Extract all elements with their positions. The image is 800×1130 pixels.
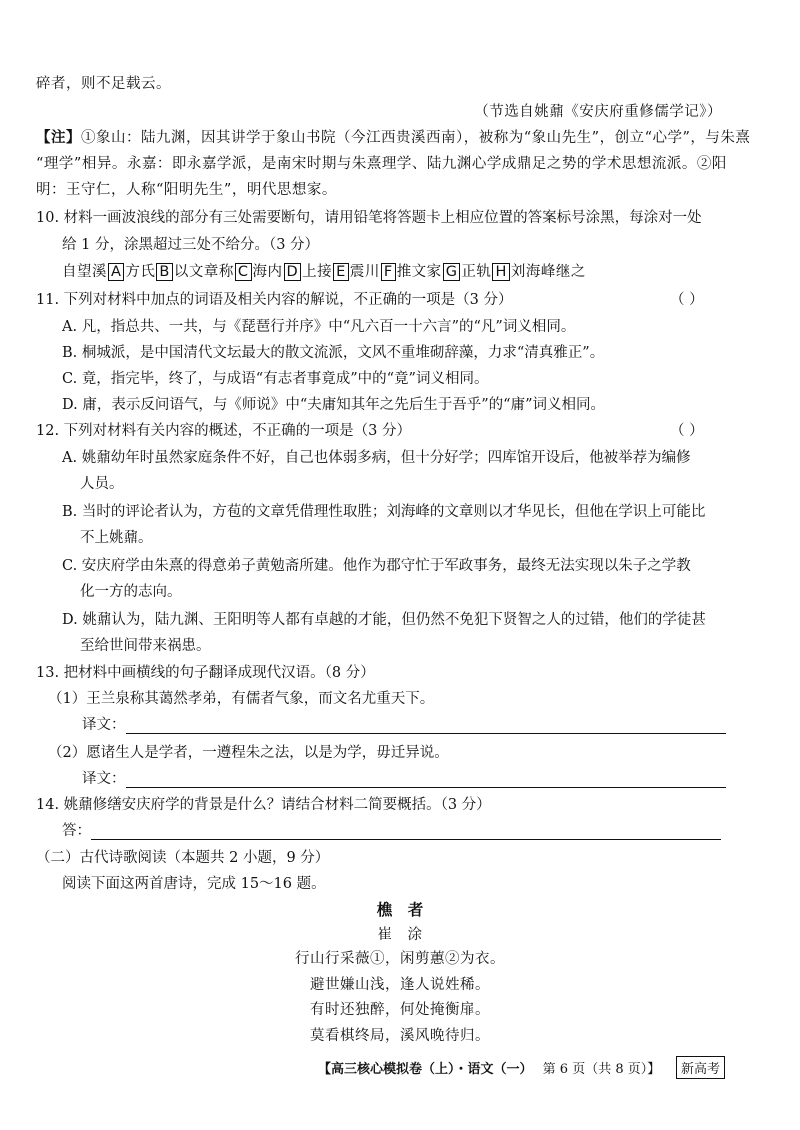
q12-option-c-2: 化一方的志向。 <box>80 584 182 600</box>
translation-1-blank[interactable] <box>126 719 726 734</box>
mark-c: C <box>235 263 252 281</box>
poem-title: 樵 者 <box>376 901 424 919</box>
footer <box>318 1058 660 1077</box>
section-instruction: 阅读下面这两首唐诗，完成 15～16 题。 <box>62 876 326 892</box>
footer-page: 第 6 页（共 8 页）】 <box>542 1062 661 1077</box>
poem-line-3: 有时还独醉，何处掩衡扉。 <box>310 1002 490 1018</box>
q12-option-c: C. 安庆府学由朱熹的得意弟子黄勉斋所建。他作为郡守忙于军政事务，最终无法实现以朱子之学教 <box>62 558 691 574</box>
mark-d: D <box>284 263 302 281</box>
source-citation: （节选自姚鼐《安庆府重修儒学记》） <box>474 104 722 120</box>
q10-stem: 10. 材料一画波浪线的部分有三处需要断句，请用铅笔将答题卡上相应位置的答案标号涂黑，每涂对一处 <box>36 210 702 226</box>
section-title: （二）古代诗歌阅读（本题共 2 小题，9 分） <box>36 850 330 866</box>
q14-answer-row: 答： <box>62 819 721 840</box>
poem-author: 崔 涂 <box>377 927 423 943</box>
q12-option-a: A. 姚鼐幼年时虽然家庭条件不好，自己也体弱多病，但十分好学；四库馆开设后，他被举荐为编修 <box>62 450 691 466</box>
note-line-3: 明：王守仁，人称“阳明先生”，明代思想家。 <box>36 182 337 198</box>
footer-title: 【高三核心模拟卷（上）・语文（一） <box>318 1062 533 1077</box>
q11-option-c: C. 竟，指完毕，终了，与成语“有志者事竟成”中的“竟”词义相同。 <box>62 371 489 387</box>
q13-sentence-1: （1）王兰泉称其蔼然孝弟，有儒者气象，而文名尤重天下。 <box>48 691 435 707</box>
q12-option-b-2: 不上姚鼐。 <box>80 530 153 546</box>
q11-answer-paren: （ ） <box>670 292 704 308</box>
note-line-2: “理学”相异。永嘉：即永嘉学派，是南宋时期与朱熹理学、陆九渊心学成鼎足之势的学术思想流派。②阳 <box>36 156 727 172</box>
material-tail: 碎者，则不足载云。 <box>36 76 171 92</box>
mark-b: B <box>156 263 172 281</box>
mark-h: H <box>492 263 509 281</box>
exam-type-badge: 新高考 <box>676 1056 725 1079</box>
mark-a: A <box>108 263 124 281</box>
q12-answer-paren: （ ） <box>670 423 704 439</box>
q12-option-a-2: 人员。 <box>80 476 124 492</box>
answer-blank[interactable] <box>91 825 721 840</box>
q12-option-d-2: 至给世间带来祸患。 <box>80 638 211 654</box>
poem-line-2: 避世嫌山浅，逢人说姓稀。 <box>310 977 490 993</box>
note-label: 【注】 <box>36 130 81 146</box>
q10-segments: 自望溪 A 方氏 B 以文章称 C 海内 D 上接 E 震川 F 推文家 G 正轨 H 刘海峰继之 <box>62 264 586 280</box>
q11-option-b: B. 桐城派，是中国清代文坛最大的散文流派，文风不重堆砌辞藻，力求“清真雅正”。 <box>62 345 605 361</box>
q12-stem: 12. 下列对材料有关内容的概述，不正确的一项是（3 分） <box>36 423 412 439</box>
q11-option-a: A. 凡，指总共、一共，与《琵琶行并序》中“凡六百一十六言”的“凡”词义相同。 <box>62 319 576 335</box>
poem-line-1: 行山行采薇①，闲剪蕙②为衣。 <box>295 951 505 967</box>
q13-sentence-2: （2）愿诸生人是学者，一遵程朱之法，以是为学，毋迁异说。 <box>48 745 449 761</box>
mark-f: F <box>381 263 396 281</box>
q10-stem-2: 给 1 分，涂黑超过三处不给分。（3 分） <box>62 237 320 253</box>
q11-stem: 11. 下列对材料中加点的词语及相关内容的解说，不正确的一项是（3 分） <box>36 292 513 308</box>
q13-stem: 13. 把材料中画横线的句子翻译成现代汉语。（8 分） <box>36 665 375 681</box>
q13-translation-1-row: 译文： <box>82 713 726 734</box>
q13-translation-2-row: 译文： <box>82 767 726 788</box>
q12-option-b: B. 当时的评论者认为，方苞的文章凭借理性取胜；刘海峰的文章则以才华见长，但他在学识上可能比 <box>62 504 706 520</box>
translation-2-blank[interactable] <box>126 773 726 788</box>
note-line-1: 【注】①象山：陆九渊，因其讲学于象山书院（今江西贵溪西南），被称为“象山先生”，创立“心学”，与朱熹 <box>36 130 751 146</box>
q11-option-d: D. 庸，表示反问语气，与《师说》中“夫庸知其年之先后生于吾乎”的“庸”词义相同。 <box>62 397 605 413</box>
mark-g: G <box>443 263 461 281</box>
mark-e: E <box>333 263 349 281</box>
q14-stem: 14. 姚鼐修缮安庆府学的背景是什么？请结合材料二简要概括。（3 分） <box>36 797 491 813</box>
poem-line-4: 莫看棋终局，溪风晚待归。 <box>310 1028 490 1044</box>
q12-option-d: D. 姚鼐认为，陆九渊、王阳明等人都有卓越的才能，但仍然不免犯下贤智之人的过错，他们的学徒甚 <box>62 612 706 628</box>
